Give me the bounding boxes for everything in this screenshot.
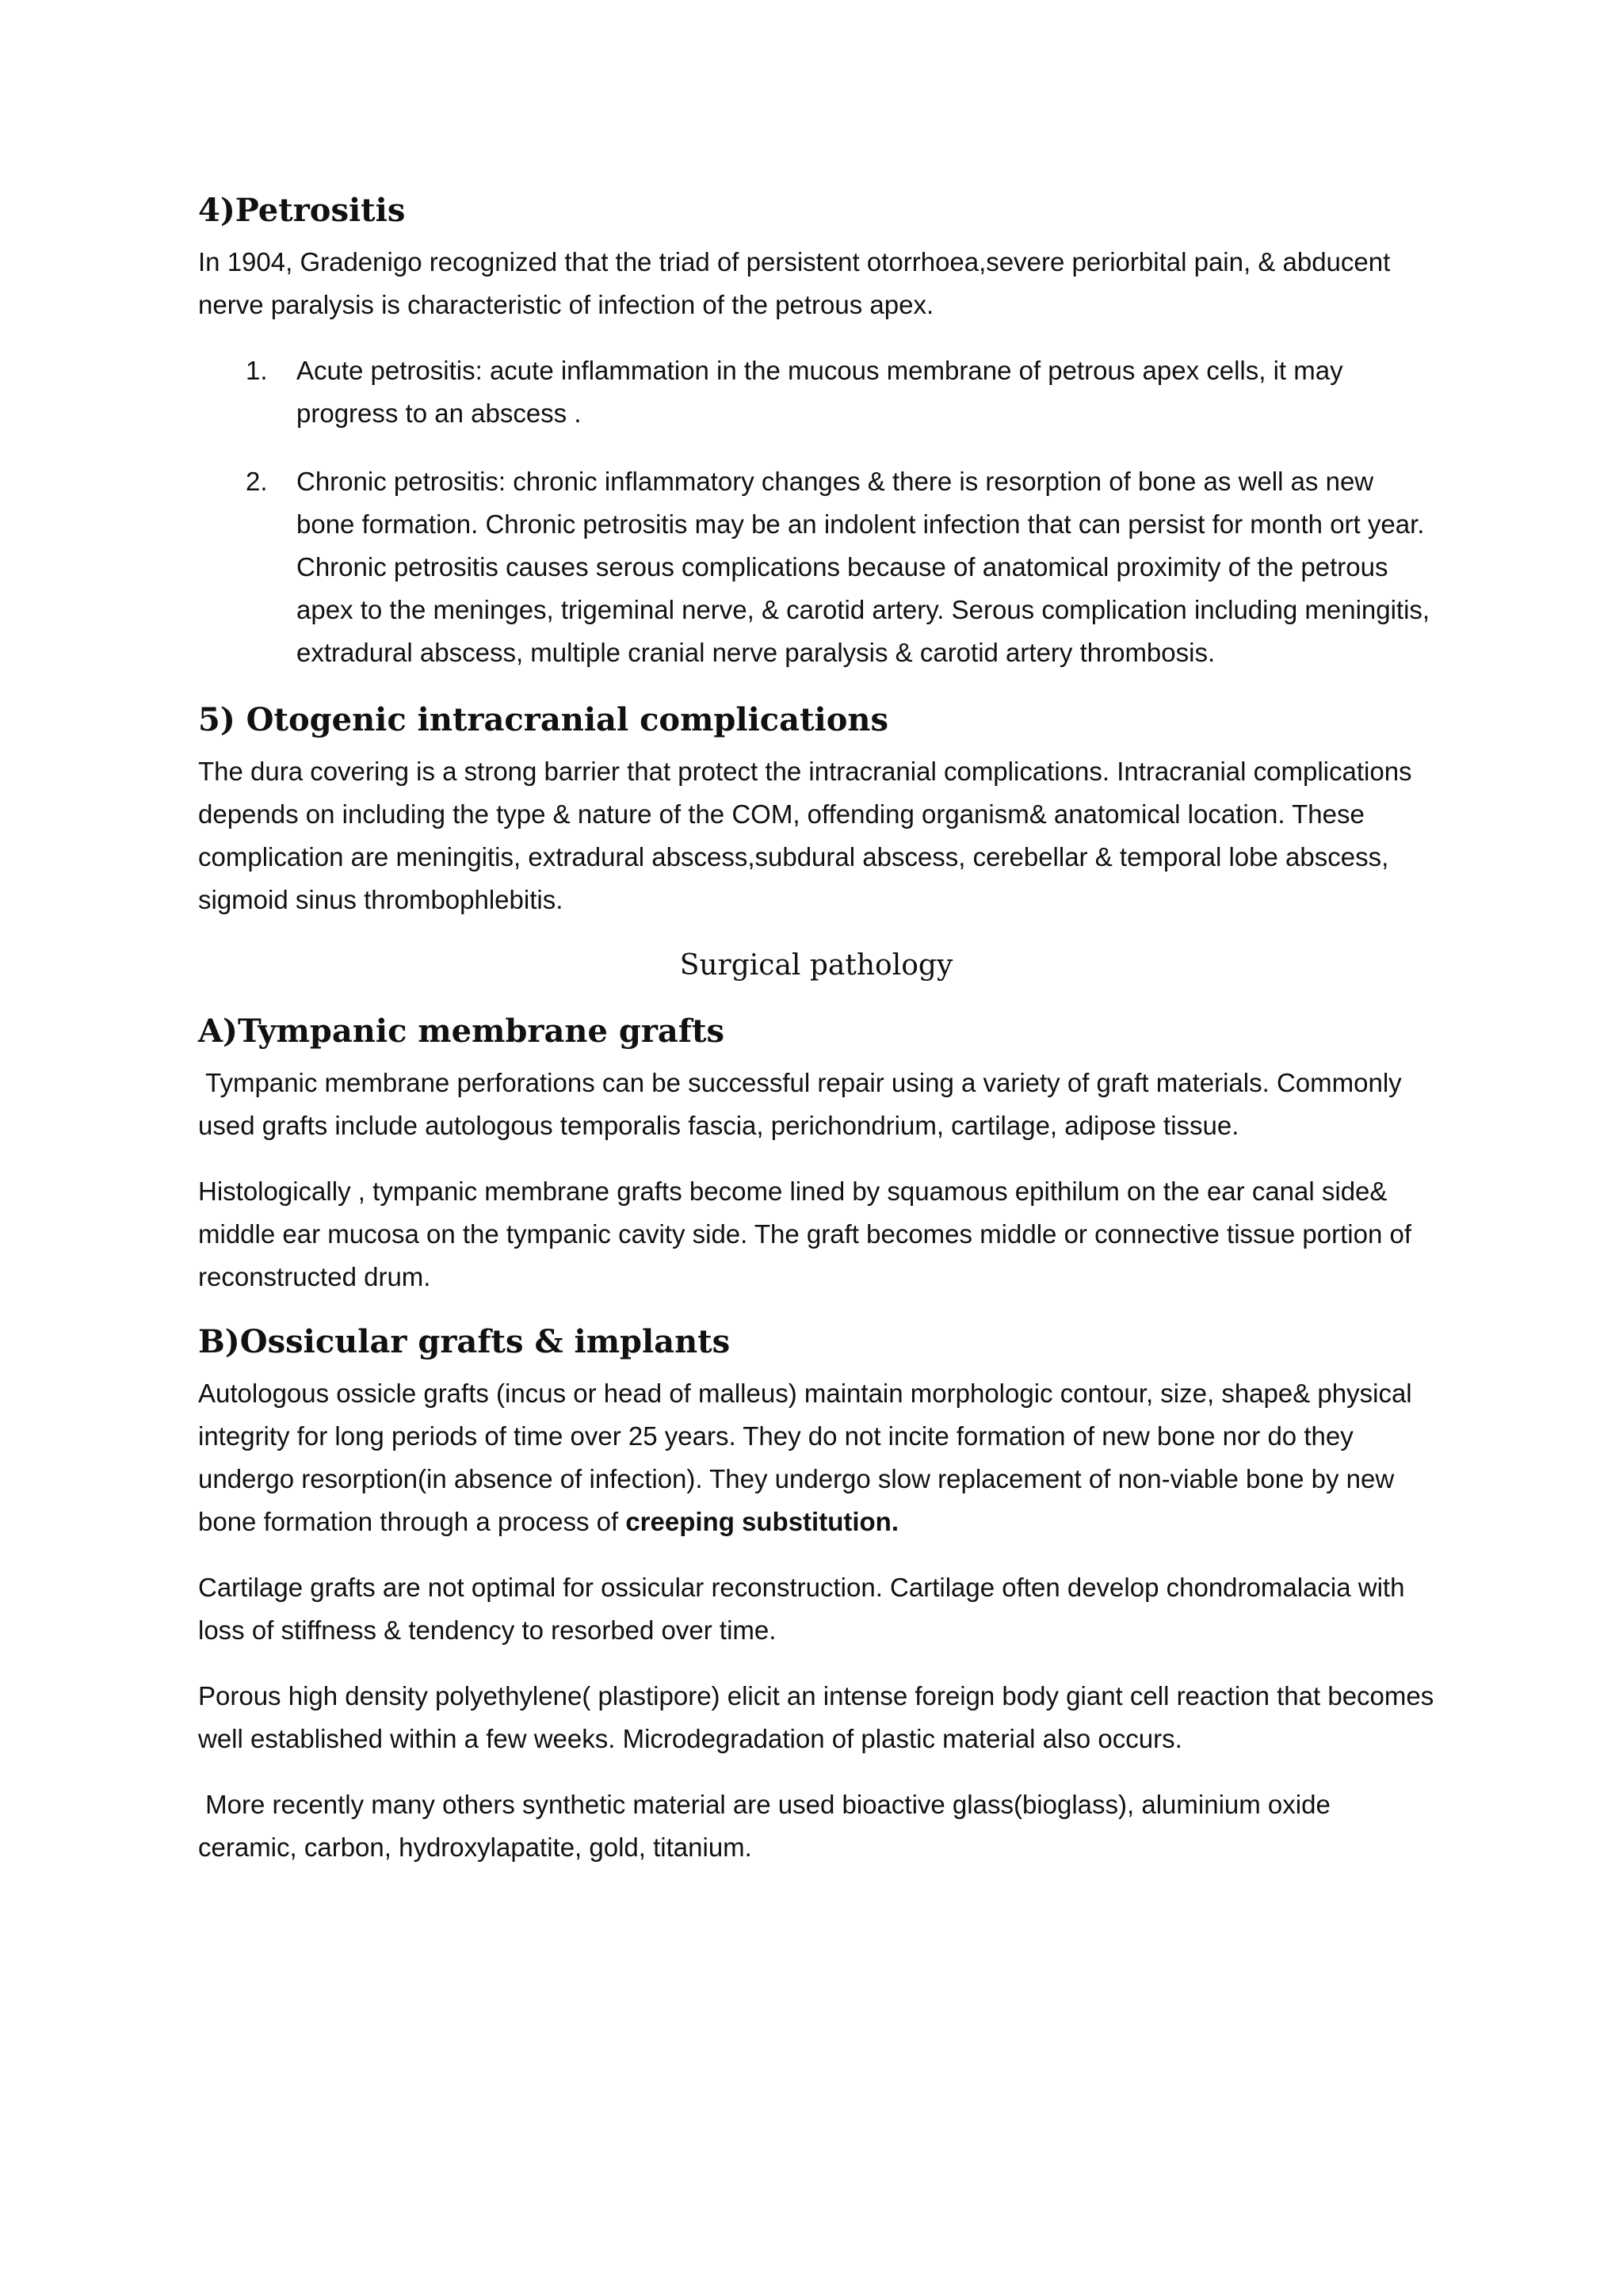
surgical-pathology-title: Surgical pathology	[679, 949, 953, 982]
petrositis-list	[198, 349, 1434, 674]
ossicular-paragraph-1	[198, 1372, 1434, 1543]
tympanic-paragraph-1: Tympanic membrane perforations can be successful repair using a variety of graft materials. Commonly used grafts include autologous temporalis fascia, perichondrium, cartilage, adipose tissue.	[198, 1068, 1409, 1140]
otogenic-body: The dura covering is a strong barrier that protect the intracranial complications. Intracranial complications depends on including the type & nature of the COM, offending organism& anatomical location. These complication are meningitis, extradural abscess,subdural abscess, cerebellar & temporal lobe abscess, sigmoid sinus thrombophlebitis.	[198, 757, 1412, 914]
ossicular-heading: B)Ossicular grafts & implants	[198, 1323, 731, 1360]
petrositis-intro: In 1904, Gradenigo recognized that the triad of persistent otorrhoea,severe periorbital pain, & abducent nerve paralysis is characteristic of infection of the petrous apex.	[198, 247, 1391, 319]
ossicular-paragraph-3: Porous high density polyethylene( plastipore) elicit an intense foreign body giant cell reaction that becomes well established within a few weeks. Microdegradation of plastic material also occurs.	[198, 1681, 1434, 1753]
ossicular-paragraph-4: More recently many others synthetic material are used bioactive glass(bioglass), aluminium oxide ceramic, carbon, hydroxylapatite, gold, titanium.	[198, 1790, 1338, 1862]
list-item-text: Acute petrositis: acute inflammation in the mucous membrane of petrous apex cells, it may progress to an abscess .	[296, 356, 1343, 428]
document-page	[198, 190, 1434, 1892]
tympanic-paragraph-2: Histologically , tympanic membrane grafts become lined by squamous epithilum on the ear canal side& middle ear mucosa on the tympanic cavity side. The graft becomes middle or connective tissue portion of reconstructed drum.	[198, 1177, 1411, 1291]
otogenic-heading: 5) Otogenic intracranial complications	[198, 701, 889, 738]
list-item-acute	[198, 349, 1434, 435]
creeping-substitution-term: creeping substitution.	[625, 1507, 899, 1536]
list-number: 2.	[246, 467, 268, 496]
ossicular-paragraph-2: Cartilage grafts are not optimal for ossicular reconstruction. Cartilage often develop chondromalacia with loss of stiffness & tendency to resorbed over time.	[198, 1573, 1405, 1645]
tympanic-heading: A)Tympanic membrane grafts	[198, 1013, 725, 1050]
list-number: 1.	[246, 356, 268, 385]
petrositis-heading: 4)Petrositis	[198, 192, 406, 229]
ossicular-paragraph-1-text: Autologous ossicle grafts (incus or head of malleus) maintain morphologic contour, size, shape& physical integrity for long periods of time over 25 years. They do not incite formation of new bone nor do they undergo resorption(in absence of infection). They undergo slow replacement of non-viable bone by new bone formation through a process of	[198, 1379, 1412, 1536]
list-item-chronic	[198, 460, 1434, 674]
list-item-text: Chronic petrositis: chronic inflammatory changes & there is resorption of bone as well as new bone formation. Chronic petrositis may be an indolent infection that can persist for month ort year. Chronic petrositis causes serous complications because of anatomical proximity of the petrous apex to the meninges, trigeminal nerve, & carotid artery. Serous complication including meningitis, extradural abscess, multiple cranial nerve paralysis & carotid artery thrombosis.	[296, 467, 1430, 667]
